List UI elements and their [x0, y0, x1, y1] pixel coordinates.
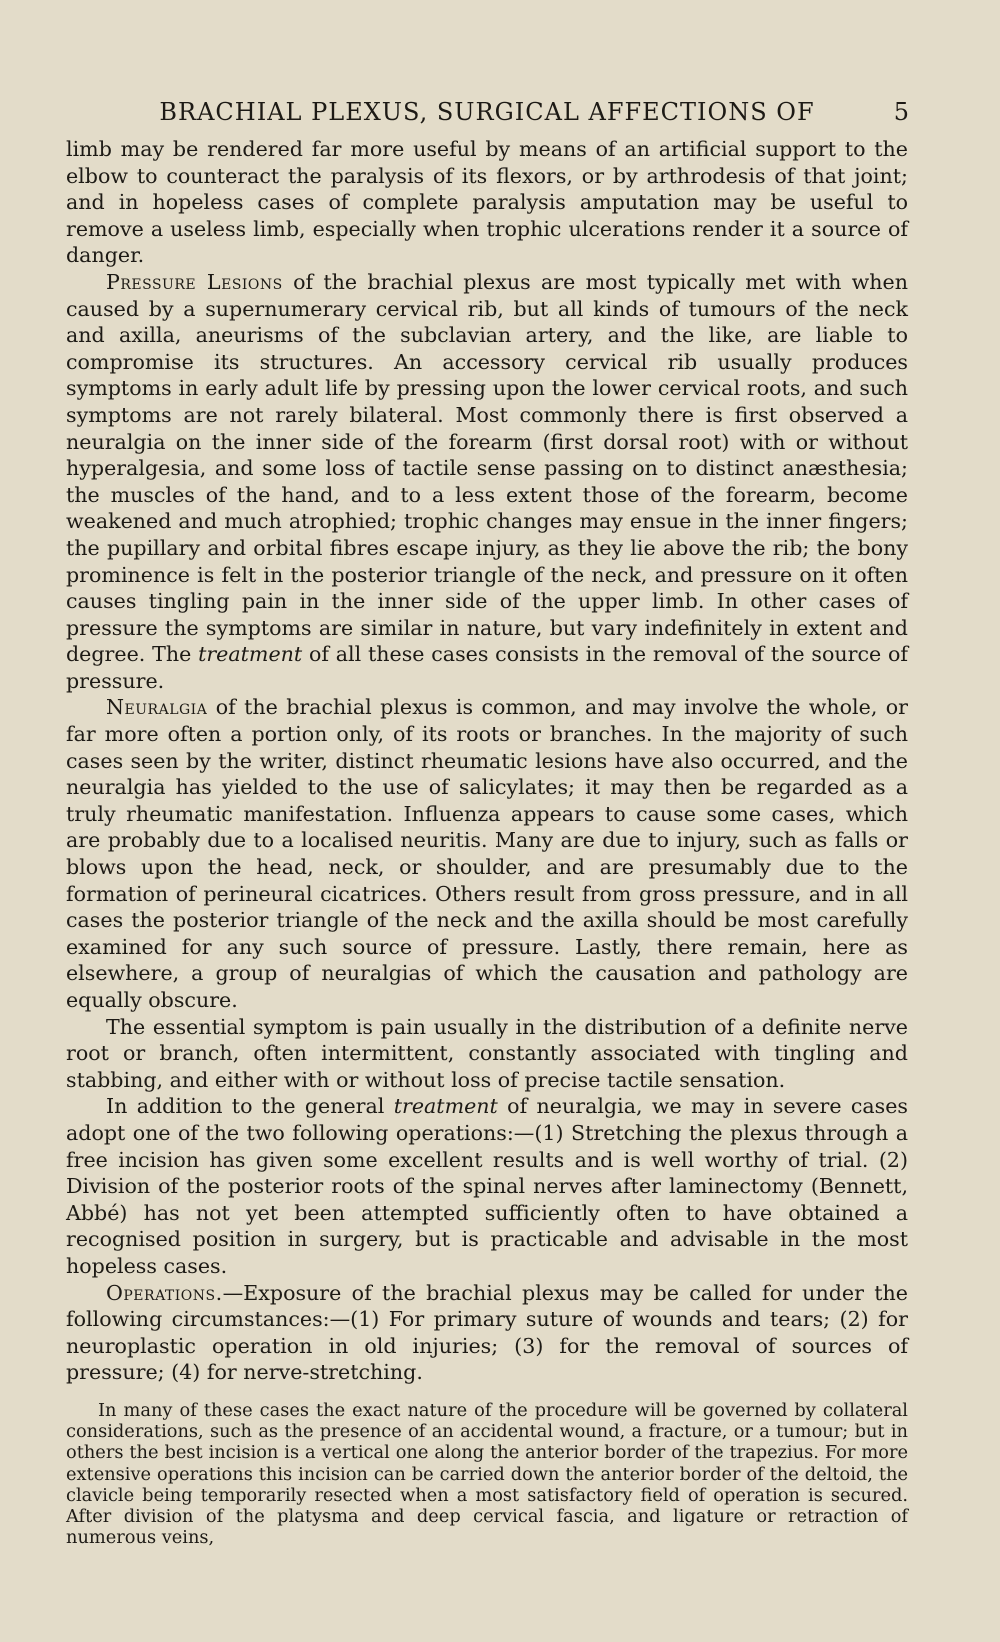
emphasis-treatment: treatment	[393, 1094, 498, 1119]
paragraph-text: The essential symptom is pain usually in the distribution of a definite nerve root or branch, often intermittent, constantly associated with tingling and stabbing, and either with or without loss of precise tactile sensation.	[66, 1014, 908, 1092]
paragraph-text: of the brachial plexus are most typically met with when caused by a supernumerary cervical rib, but all kinds of tumours of the neck and axilla, aneurisms of the subclavian artery, and the like, are liable to compromise its structures. An accessory cervical rib usually produces symptoms in early adult life by pressing upon the lower cervical roots, and such symptoms are not rarely bilateral. Most commonly there is first observed a neuralgia on the inner side of the forearm (first dorsal root) with or without hyperalgesia, and some loss of tactile sense passing on to distinct anæsthesia; the muscles of the hand, and to a less extent those of the forearm, become weakened and much atrophied; trophic changes may ensue in the inner fingers; the pupillary and orbital fibres escape injury, as they lie above the rib; the bony prominence is felt in the posterior triangle of the neck, and pressure on it often causes tingling pain in the inner side of the upper limb. In other cases of pressure the symptoms are similar in nature, but vary indefinitely in extent and degree. The	[66, 269, 908, 667]
paragraph-limb-support	[66, 136, 908, 269]
paragraph-essential-symptom	[66, 1014, 908, 1094]
paragraph-pressure-lesions	[66, 269, 908, 695]
paragraph-text-tail: of all these cases consists in the removal of the source of pressure.	[66, 642, 908, 693]
paragraph-text: limb may be rendered far more useful by means of an artificial support to the elbow to counteract the paralysis of its flexors, or by arthrodesis of that joint; and in hopeless cases of complete paralysis amputation may be useful to remove a useless limb, especially when trophic ulcerations render it a source of danger.	[66, 137, 908, 268]
section-lead-neuralgia: Neuralgia	[106, 695, 208, 720]
running-head-title: BRACHIAL PLEXUS, SURGICAL AFFECTIONS OF	[159, 98, 815, 126]
body-text	[66, 136, 908, 1386]
fine-print-note	[66, 1400, 908, 1548]
page-number: 5	[893, 98, 910, 126]
paragraph-text: of the brachial plexus is common, and may involve the whole, or far more often a portion only, of its roots or branches. In the majority of such cases seen by the writer, distinct rheumatic lesions have also occurred, and the neuralgia has yielded to the use of salicylates; it may then be regarded as a truly rheumatic manifestation. Influenza appears to cause some cases, which are probably due to a localised neuritis. Many are due to injury, such as falls or blows upon the head, neck, or shoulder, and are presumably due to the formation of perineural cicatrices. Others result from gross pressure, and in all cases the posterior triangle of the neck and the axilla should be most carefully examined for any such source of pressure. Lastly, there remain, here as elsewhere, a group of neuralgias of which the causation and pathology are equally obscure.	[66, 695, 908, 1012]
paragraph-operations	[66, 1280, 908, 1386]
paragraph-text: In addition to the general	[106, 1094, 394, 1119]
paragraph-neuralgia	[66, 694, 908, 1013]
paragraph-text-tail: of neuralgia, we may in severe cases adopt one of the two following operations:—(1) Stretching the plexus through a free incision has given some excellent results and is well worthy of trial. (2) Division of the posterior roots of the spinal nerves after laminectomy (Bennett, Abbé) has not yet been attempted sufficiently often to have obtained a recognised position in surgery, but is practicable and advisable in the most hopeless cases.	[66, 1094, 909, 1278]
running-head	[66, 92, 908, 132]
paragraph-treatment-operations	[66, 1093, 908, 1279]
fine-print-paragraph: In many of these cases the exact nature of the procedure will be governed by collateral considerations, such as the presence of an accidental wound, a fracture, or a tumour; but in others the best incision is a vertical one along the anterior border of the trapezius. For more extensive operations this incision can be carried down the anterior border of the deltoid, the clavicle being temporarily resected when a most satisfactory field of operation is secured. After division of the platysma and deep cervical fascia, and ligature or retraction of numerous veins,	[66, 1399, 908, 1549]
section-lead-operations: Operations.	[106, 1280, 223, 1305]
section-lead-pressure-lesions: Pressure Lesions	[106, 269, 283, 294]
emphasis-treatment: treatment	[198, 642, 303, 667]
paragraph-text: —Exposure of the brachial plexus may be called for under the following circumstances:—(1) For primary suture of wounds and tears; (2) for neuroplastic operation in old injuries; (3) for the removal of sources of pressure; (4) for nerve-stretching.	[66, 1280, 908, 1385]
